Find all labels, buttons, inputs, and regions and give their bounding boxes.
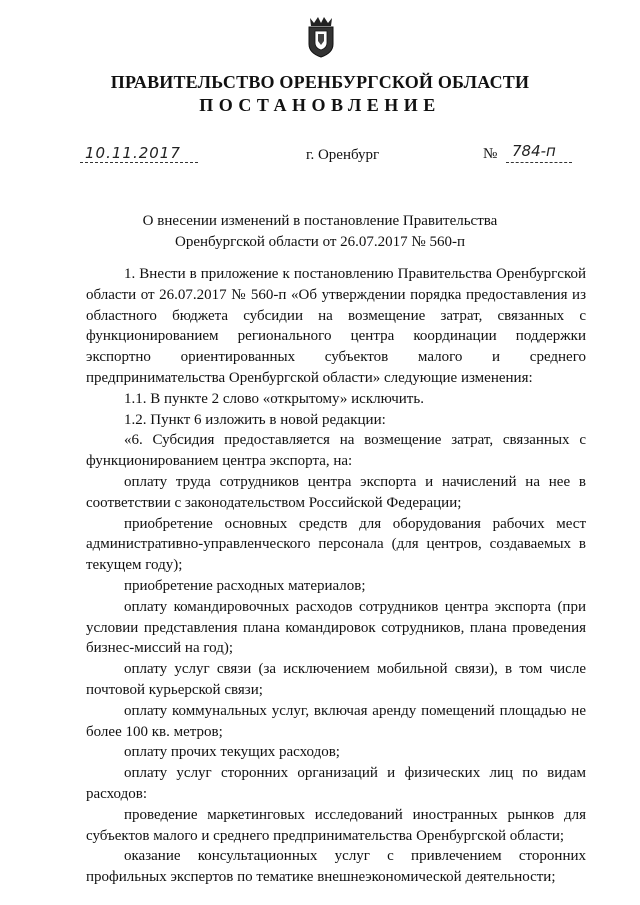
date-underline xyxy=(80,162,198,163)
city-label: г. Оренбург xyxy=(306,147,380,163)
number-underline xyxy=(506,162,572,163)
body-paragraph: приобретение расходных материалов; xyxy=(124,577,366,594)
handwritten-number: 784-п xyxy=(512,142,556,160)
document-type-title: ПОСТАНОВЛЕНИЕ xyxy=(199,95,441,115)
number-label: № xyxy=(483,146,498,162)
body-paragraph: проведение маркетинговых исследований иностранных рынков для субъектов малого и среднего предпринимательства Оренбургской области; xyxy=(86,806,586,844)
body-paragraph: приобретение основных средств для оборудования рабочих мест административно-управленческого персонала (для центров, создаваемых в текущем году); xyxy=(86,515,586,574)
body-paragraph: оплату прочих текущих расходов; xyxy=(124,744,340,761)
body-paragraph: оплату командировочных расходов сотрудников центра экспорта (при условии представления плана командировок сотрудников, плана проведения бизнес-миссий на год); xyxy=(86,598,586,657)
body-paragraph: оплату труда сотрудников центра экспорта и начислений на нее в соответствии с законодательством Российской Федерации; xyxy=(86,473,586,511)
body-paragraph: 1. Внести в приложение к постановлению Правительства Оренбургской области от 26.07.2017 № 560-п «Об утверждении порядка предоставления из областного бюджета субсидии на возмещение затрат, связанных с функционированием регионального центра координации поддержки экспортно ориентированных субъектов малого и среднего предпринимательства Оренбургской области» следующие изменения: xyxy=(86,266,586,386)
document-subject xyxy=(120,211,520,252)
body-paragraph: «6. Субсидия предоставляется на возмещение затрат, связанных с функционированием центра экспорта, на: xyxy=(86,432,586,470)
body-paragraph: оказание консультационных услуг с привлечением сторонних профильных экспертов по тематике внешнеэкономической деятельности; xyxy=(86,848,586,886)
subject-line: Оренбургской области от 26.07.2017 № 560-п xyxy=(174,233,466,250)
handwritten-date: 10.11.2017 xyxy=(85,144,181,162)
document-body xyxy=(86,264,586,888)
body-paragraph: оплату услуг сторонних организаций и физических лиц по видам расходов: xyxy=(86,765,586,802)
body-paragraph: оплату коммунальных услуг, включая аренду помещений площадью не более 100 кв. метров; xyxy=(86,702,586,740)
body-paragraph: 1.2. Пункт 6 изложить в новой редакции: xyxy=(124,411,386,428)
body-paragraph: оплату услуг связи (за исключением мобильной связи), в том числе почтовой курьерской связи; xyxy=(86,661,586,698)
subject-line: О внесении изменений в постановление Правительства xyxy=(142,213,498,229)
coat-of-arms-icon xyxy=(304,14,338,58)
body-paragraph: 1.1. В пункте 2 слово «открытому» исключить. xyxy=(124,390,424,407)
organization-title: ПРАВИТЕЛЬСТВО ОРЕНБУРГСКОЙ ОБЛАСТИ xyxy=(110,72,530,92)
